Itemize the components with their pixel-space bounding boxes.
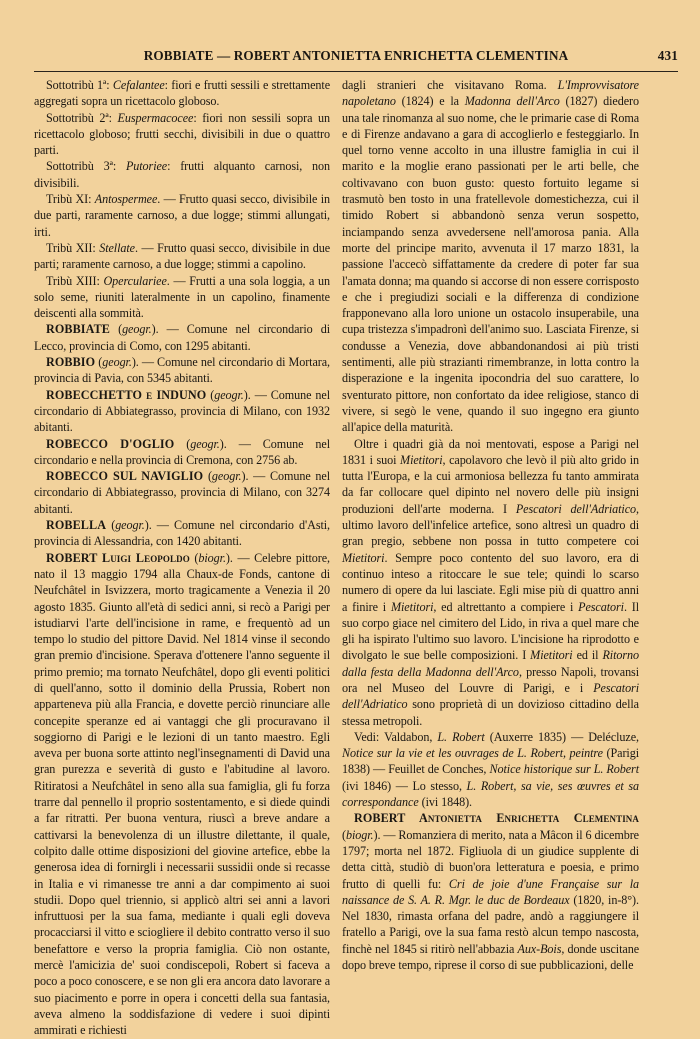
entry-headword: ROBERT Luigi Leopoldo — [46, 550, 190, 565]
paragraph-tribu-13: Tribù XIII: Operculariee. — Frutti a una sola loggia, a un solo seme, riuniti lateralmente in un capolino, finamente deiscenti alla sommità. — [34, 273, 330, 321]
entry-robbiate: ROBBIATE (geogr.). — Comune nel circondario di Lecco, provincia di Como, con 1295 abitanti. — [34, 322, 330, 353]
left-column — [34, 77, 330, 1039]
paragraph-robert-references: Vedi: Valdabon, L. Robert (Auxerre 1835) — Delécluze, Notice sur la vie et les ouvrages de L. Robert, peintre (Parigi 1838) — Feuillet de Conches, Notice historique sur L. Robert (ivi 1846) — Lo stesso, L. Robert, sa vie, ses œuvres et sa correspondance (ivi 1848). — [342, 729, 639, 810]
paragraph-sottotribu-2: Sottotribù 2ª: Euspermacocee: fiori non sessili sopra un ricettacolo globoso; frutti secchi, divisibili in due o quattro parti. — [34, 110, 331, 158]
right-column — [342, 77, 639, 973]
paragraph-sottotribu-3: Sottotribù 3ª: Putoriee: frutti alquanto carnosi, non divisibili. — [34, 159, 331, 190]
paragraph-robert-continued: dagli stranieri che visitavano Roma. L'Improvvisatore napoletano (1824) e la Madonna dell'Arco (1827) diedero una tale rinomanza al suo nome, che le primarie case di Roma e di Firenze andavano a gara di accoglierlo e festeggiarlo. In quel torno venne accolto in una illustre famiglia in cui il marito e la moglie erano passionati per le arti belle, che coltivavano con buon gusto: questo fortuito legame si trasmutò ben tosto in una fratellevole domestichezza, cui il timido Robert si abbandonò senza verun sospetto, inciampando senza avvedersene nell'amorosa pania. Alla morte del principe marito, avvenuta il 17 marzo 1831, la passione l'accecò siffattamente da credere di poter far sua l'amata donna; ma quando si accorse di non essere corrisposto e che i pregiudizi sociali e la differenza di condizione frapponevano alla loro unione un ostacolo insuperabile, una cupa tristezza s'impadronì dell'animo suo. Lasciata Firenze, si condusse a Venezia, dove abbandonandosi ai più tristi sentimenti, alle più strazianti rimembranze, in lotta contro la disperazione e la ingenita ipocondria del suo carattere, lo sventurato pittore, non confortato da idee religiose, stanco di vivere, si segò le vene, quando il suo ingegno era giunto all'apice della maturità. — [342, 78, 639, 435]
entry-robecco-oglio: ROBECCO D'OGLIO (geogr.). — Comune nel circondario e nella provincia di Cremona, con 2756 ab. — [34, 436, 331, 467]
entry-robella: ROBELLA (geogr.). — Comune nel circondario d'Asti, provincia di Alessandria, con 1420 abitanti. — [34, 518, 331, 549]
header-rule — [34, 71, 678, 72]
entry-robert-luigi-leopoldo: ROBERT Luigi Leopoldo (biogr.). — Celebre pittore, nato il 13 maggio 1794 alla Chaux-de Fonds, cantone di Neufchâtel in Isvizzera, morto tragicamente a Venezia il 20 agosto 1835. Giunto all'età di sedici anni, si recò a Parigi per istudiarvi l'arte dell'incisione in rame, e frequentò ad un tempo lo studio del pittore David. Nel 1814 vinse il secondo gran premio d'incisione. Sperava d'ottenere l'anno seguente il primo premio; ma tornato Neufchâtel, dopo gli eventi politici di quell'anno, sotto il dominio della Prussia, Robert non apparteneva più alla Francia, e dovette perciò rinunciare alle concepite speranze ed ai vantaggi che gli procuravano il soggiorno di Parigi e le lezioni di un tanto maestro. Egli aveva per buona sorte attinto negl'insegnamenti di David una gran purezza e severità di gusto e l'abitudine al lavoro. Ritiratosi a Neufchâtel in seno alla sua famiglia, gli fu forza trarre dal pennello il proprio sostentamento, e si diede quindi a far ritratti. Per buona ventura, riuscì a breve andare a cattivarsi la benevolenza di un illustre dilettante, il quale, colpito dalle ottime disposizioni del giovine artefice, ebbe la generosa idea di fornirgli i necessarii sussidii onde si recasse in Italia e vi rimanesse tre anni a dar compimento ai suoi studii. Dopo quel triennio, si applicò altri sei anni a lavori infruttuosi per la sua fama, mediante i quali egli doveva procacciarsi il vitto e sciogliere il debito contratto verso il suo benefattore e verso la propria famiglia. Ciò non ostante, mercè l'amicizia de' suoi condiscepoli, Robert si faceva a poco a poco conoscere, e se non gli era ancora dato lavorare a suo piacimento e porre in opera i concetti della sua fantasia, aveva almeno la soddisfazione di vedere i suoi dipinti ammirati e richiesti — [34, 550, 331, 1038]
paragraph-tribu-11: Tribù XI: Antospermee. — Frutto quasi secco, divisibile in due parti, raramente carnoso, a due logge; stimmi allungati, irti. — [34, 192, 330, 239]
entry-headword: ROBERT Antonietta Enrichetta Clementina — [354, 811, 639, 826]
entry-headword: ROBECCO SUL NAVIGLIO — [46, 469, 204, 484]
entry-robecco-naviglio: ROBECCO SUL NAVIGLIO (geogr.). — Comune nel circondario di Abbiategrasso, provincia di Milano, con 3274 abitanti. — [34, 469, 330, 516]
entry-robert-antonietta: ROBERT Antonietta Enrichetta Clementina (biogr.). — Romanziera di merito, nata a Mâcon il 6 dicembre 1797; morta nel 1872. Figliuola di un giudice supplente di detta città, studiò di buon'ora letteratura e poesia, e primo frutto di quelli fu: Cri de joie d'une Française sur la naissance de S. A. R. Mgr. le duc de Bordeaux (1820, in-8°). Nel 1830, rimasta orfana del padre, andò a raggiungere il fratello a Parigi, ove la sua fama restò alcun tempo nascosta, finchè nel 1845 si ritirò nell'abbazia Aux-Bois, donde uscitane dopo breve tempo, riprese il corso di sue pubblicazioni, delle — [342, 811, 639, 973]
page-number: 431 — [657, 48, 678, 63]
entry-headword: ROBECCO D'OGLIO — [46, 436, 175, 451]
entry-headword: ROBBIATE — [46, 322, 110, 337]
entry-headword: ROBECCHETTO e INDUNO — [46, 387, 207, 402]
entry-headword: ROBBIO — [46, 355, 96, 370]
paragraph-sottotribu-1: Sottotribù 1ª: Cefalantee: fiori e frutti sessili e strettamente aggregati sopra un ricettacolo globoso. — [34, 78, 330, 109]
entry-robecchetto: ROBECCHETTO e INDUNO (geogr.). — Comune nel circondario di Abbiategrasso, provincia di Milano, con 1932 abitanti. — [34, 387, 330, 435]
entry-headword: ROBELLA — [46, 518, 107, 533]
paragraph-robert-works: Oltre i quadri già da noi mentovati, espose a Parigi nel 1831 i suoi Mietitori, capolavoro che levò il più alto grido in tutta l'Europa, e la cui armoniosa bellezza fu tanto ammirata da far collocare quel dipinto nel novero delle più insigni produzioni dell'arte moderna. I Pescatori dell'Adriatico, ultimo lavoro dell'infelice artefice, sono altresì un quadro di gran pregio, sebbene non possa in tutto competere coi Mietitori. Sempre poco contento del suo lavoro, era di continuo inteso a ritoccare le sue tele; quindi lo scarso numero di opere da lui lasciate. Egli mise più di quattro anni a finire i Mietitori, ed altrettanto a compiere i Pescatori. Il suo corpo giace nel cimitero del Lido, in riva a quel mare che gli ha ispirato l'ultimo suo lavoro. L'incisione ha riprodotto e divolgato le sue belle composizioni. I Mietitori ed il Ritorno dalla festa della Madonna dell'Arco, presso Napoli, trovansi ora nel Museo del Louvre di Parigi, e i Pescatori dell'Adriatico sono proprietà di un dovizioso cittadino della stessa metropoli. — [342, 436, 640, 728]
paragraph-tribu-12: Tribù XII: Stellate. — Frutto quasi secco, divisibile in due parti; raramente carnoso, a due logge; stimmi a capolino. — [34, 240, 330, 272]
running-header — [34, 48, 678, 64]
running-head-title: ROBBIATE — ROBERT ANTONIETTA ENRICHETTA CLEMENTINA — [143, 48, 569, 63]
entry-robbio: ROBBIO (geogr.). — Comune nel circondario di Mortara, provincia di Pavia, con 5345 abitanti. — [34, 355, 330, 386]
